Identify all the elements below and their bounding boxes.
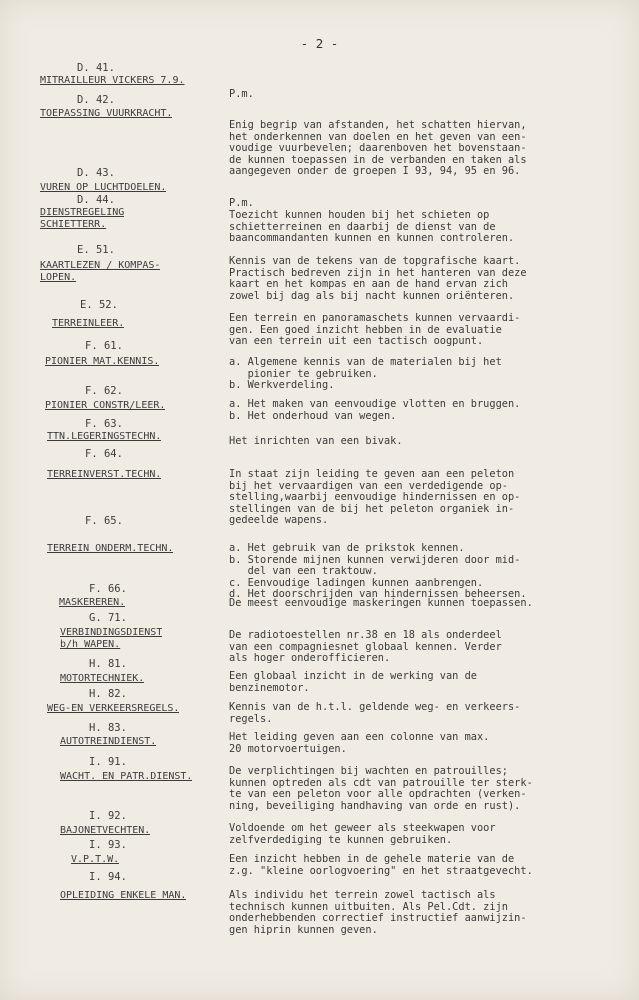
entry-code: F. 66. bbox=[89, 583, 127, 595]
entry-description bbox=[229, 543, 609, 601]
entry-title bbox=[40, 182, 166, 194]
entry-title-line: KAARTLEZEN / KOMPAS- bbox=[40, 260, 161, 271]
entry-code: E. 52. bbox=[80, 299, 118, 311]
entry-description-line: De verplichtingen bij wachten en patrouilles; bbox=[229, 766, 508, 777]
entry-title bbox=[47, 469, 161, 481]
entry-title-line: MITRAILLEUR VICKERS 7.9. bbox=[40, 75, 185, 86]
entry-title bbox=[52, 318, 124, 330]
entry-description-line: a. Het maken van eenvoudige vlotten en bruggen. bbox=[229, 399, 521, 410]
entry-title bbox=[47, 703, 179, 715]
entry-code: D. 42. bbox=[77, 94, 115, 106]
entry-description-line: c. Eenvoudige ladingen kunnen aanbrengen. bbox=[229, 577, 484, 589]
entry-description-line: Een terrein en panoramaschets kunnen vervaardi- bbox=[229, 313, 521, 324]
entry-title bbox=[60, 673, 144, 685]
entry-description bbox=[229, 732, 609, 755]
entry-code: D. 43. bbox=[77, 167, 115, 179]
entry-description-line: regels. bbox=[229, 713, 273, 725]
entry-title-line: BAJONETVECHTEN. bbox=[60, 825, 151, 836]
entry-description-line: 20 motorvoertuigen. bbox=[229, 743, 347, 755]
entry-description-line: b. Het onderhoud van wegen. bbox=[229, 410, 397, 422]
entry-code: H. 81. bbox=[89, 658, 127, 670]
entry-description-line: kaart en het kompas en aan de hand ervan zich bbox=[229, 279, 508, 291]
entry-title-line: PIONIER CONSTR/LEER. bbox=[45, 400, 166, 411]
entry-title bbox=[45, 356, 159, 368]
entry-description-line: gedeelde wapens. bbox=[229, 515, 329, 527]
entry-description-line: stellingen van de bij het peleton organiek in- bbox=[229, 503, 515, 515]
entry-title-line: TOEPASSING VUURKRACHT. bbox=[40, 108, 173, 119]
entry-description-line: gen hiprin kunnen geven. bbox=[229, 924, 378, 936]
entry-description bbox=[229, 823, 609, 846]
entry-description bbox=[229, 671, 609, 694]
entry-title bbox=[60, 890, 186, 902]
entry-description-line: als hoger onderofficieren. bbox=[229, 653, 391, 665]
entry-description-line: de kunnen toepassen in de verbanden en taken als bbox=[229, 154, 527, 166]
entry-code: I. 92. bbox=[89, 810, 127, 822]
entry-code: I. 91. bbox=[89, 756, 127, 768]
entry-description bbox=[229, 598, 609, 610]
entry-description bbox=[229, 469, 609, 527]
entry-description-line: Een globaal inzicht in de werking van de bbox=[229, 671, 477, 682]
entry-description-line: bij het vervaardigen van een verdedigende op- bbox=[229, 480, 508, 492]
entry-code: F. 64. bbox=[85, 448, 123, 460]
entry-title-line: VUREN OP LUCHTDOELEN. bbox=[40, 182, 167, 193]
entry-title-line: MASKEREREN. bbox=[59, 597, 126, 608]
entry-description bbox=[229, 766, 609, 812]
entry-title-line: TERREINLEER. bbox=[52, 318, 125, 329]
entry-description bbox=[229, 357, 609, 392]
entry-code: D. 44. bbox=[77, 194, 115, 206]
entry-title-line: WACHT. EN PATR.DIENST. bbox=[60, 771, 193, 782]
entry-code: E. 51. bbox=[77, 244, 115, 256]
entry-title-line: OPLEIDING ENKELE MAN. bbox=[60, 890, 187, 901]
entry-title bbox=[60, 771, 192, 783]
entry-description bbox=[229, 890, 609, 936]
entry-code: I. 93. bbox=[89, 839, 127, 851]
entry-description bbox=[229, 120, 609, 178]
entry-description bbox=[229, 89, 609, 101]
entry-description bbox=[229, 854, 609, 877]
entry-description-line: De meest eenvoudige maskeringen kunnen toepassen. bbox=[229, 598, 533, 609]
entry-description-line: baancommandanten kunnen en kunnen controleren. bbox=[229, 233, 515, 245]
entry-description-line: Het leiding geven aan een colonne van max. bbox=[229, 732, 490, 743]
entry-title bbox=[40, 108, 172, 120]
entry-description-line: Het inrichten van een bivak. bbox=[229, 436, 403, 447]
entry-description bbox=[229, 399, 609, 422]
entry-description-line: Kennis van de h.t.l. geldende weg- en verkeers- bbox=[229, 702, 521, 713]
entry-code: G. 71. bbox=[89, 612, 127, 624]
entry-description-line: a. Het gebruik van de prikstok kennen. bbox=[229, 543, 465, 554]
entry-description-line: technisch kunnen uitbuiten. Als Pel.Cdt. zijn bbox=[229, 901, 508, 913]
entry-title-line: AUTOTREINDIENST. bbox=[60, 736, 157, 747]
entry-description-line: Als individu het terrein zowel tactisch als bbox=[229, 890, 496, 901]
entry-description-line: stelling,waarbij eenvoudige hindernissen en op- bbox=[229, 492, 521, 504]
entry-description-line: Een inzicht hebben in de gehele materie van de bbox=[229, 854, 515, 865]
entry-title bbox=[40, 75, 185, 87]
entry-description bbox=[229, 256, 609, 302]
entry-description-line: z.g. "kleine oorlogvoering" en het straatgevecht. bbox=[229, 865, 533, 877]
entry-title bbox=[40, 260, 160, 283]
entry-code: I. 94. bbox=[89, 871, 127, 883]
entry-code: H. 83. bbox=[89, 722, 127, 734]
entry-description-line: voudige vuurbevelen; daarenboven het bovenstaan- bbox=[229, 143, 527, 155]
entry-description-line: d. Het doorschrijden van hindernissen beheersen. bbox=[229, 589, 527, 601]
entry-title-line: V.P.T.W. bbox=[71, 854, 120, 865]
entry-description-line: schietterreinen en daarbij de dienst van de bbox=[229, 221, 496, 233]
entry-description-line: zelfverdediging te kunnen gebruiken. bbox=[229, 834, 453, 846]
entry-title-line: TERREINVERST.TECHN. bbox=[47, 469, 162, 480]
entry-title-line: DIENSTREGELING bbox=[40, 207, 125, 218]
entry-description-line: ning, beveiliging handhaving van orde en rust). bbox=[229, 800, 521, 812]
entry-description-line: pionier te gebruiken. bbox=[229, 368, 378, 380]
entry-title-line: MOTORTECHNIEK. bbox=[60, 673, 145, 684]
entry-title-line: LOPEN. bbox=[40, 271, 77, 283]
entry-title-line: PIONIER MAT.KENNIS. bbox=[45, 356, 160, 367]
entry-description bbox=[229, 436, 609, 448]
entry-title-line: b/h WAPEN. bbox=[60, 638, 121, 650]
entry-description-line: P.m. bbox=[229, 198, 254, 209]
entry-title-line: WEG-EN VERKEERSREGELS. bbox=[47, 703, 180, 714]
entry-description bbox=[229, 198, 609, 210]
entry-title-line: TERREIN ONDERM.TECHN. bbox=[47, 543, 174, 554]
page-number: - 2 - bbox=[300, 36, 339, 51]
entry-description-line: Kennis van de tekens van de topgrafische kaart. bbox=[229, 256, 521, 267]
entry-description-line: Practisch bedreven zijn in het hanteren van deze bbox=[229, 267, 527, 279]
entry-description-line: benzinemotor. bbox=[229, 682, 310, 694]
entry-description-line: Voldoende om het geweer als steekwapen voor bbox=[229, 823, 496, 834]
entry-title bbox=[60, 825, 150, 837]
entry-description-line: gen. Een goed inzicht hebben in de evaluatie bbox=[229, 324, 502, 336]
entry-description bbox=[229, 313, 609, 348]
entry-code: F. 63. bbox=[85, 418, 123, 430]
entry-title bbox=[59, 597, 125, 609]
entry-description bbox=[229, 210, 609, 245]
entry-description-line: het onderkennen van doelen en het geven van een- bbox=[229, 131, 527, 143]
entry-title bbox=[40, 207, 124, 230]
entry-title bbox=[47, 431, 161, 443]
entry-description-line: del van een traktouw. bbox=[229, 566, 378, 578]
entry-code: H. 82. bbox=[89, 688, 127, 700]
entry-title bbox=[47, 543, 173, 555]
entry-code: F. 61. bbox=[85, 340, 123, 352]
entry-description-line: b. Storende mijnen kunnen verwijderen door mid- bbox=[229, 554, 521, 566]
entry-description-line: aangegeven onder de groepen I 93, 94, 95 en 96. bbox=[229, 166, 521, 178]
entry-description-line: b. Werkverdeling. bbox=[229, 380, 335, 392]
entry-description-line: Enig begrip van afstanden, het schatten hiervan, bbox=[229, 120, 527, 131]
entry-title-line: TTN.LEGERINGSTECHN. bbox=[47, 431, 162, 442]
entry-description-line: De radiotoestellen nr.38 en 18 als onderdeel bbox=[229, 630, 502, 641]
entry-title-line: SCHIETTERR. bbox=[40, 218, 107, 230]
entry-code: F. 65. bbox=[85, 515, 123, 527]
entry-code: D. 41. bbox=[77, 62, 115, 74]
entry-description-line: In staat zijn leiding te geven aan een peleton bbox=[229, 469, 515, 480]
entry-title bbox=[60, 627, 162, 650]
entry-description-line: kunnen optreden als cdt van patrouille ter sterk- bbox=[229, 777, 533, 789]
entry-description-line: zowel bij dag als bij nacht kunnen oriënteren. bbox=[229, 290, 515, 302]
entry-description-line: P.m. bbox=[229, 89, 254, 100]
entry-title bbox=[45, 400, 165, 412]
entry-description bbox=[229, 702, 609, 725]
entry-title-line: VERBINDINGSDIENST bbox=[60, 627, 163, 638]
entry-title bbox=[60, 736, 156, 748]
entry-description bbox=[229, 630, 609, 665]
entry-description-line: te van een peleton voor alle opdrachten (verken- bbox=[229, 789, 527, 801]
entry-description-line: van een compagniesnet globaal kennen. Verder bbox=[229, 641, 502, 653]
entry-code: F. 62. bbox=[85, 385, 123, 397]
entry-description-line: a. Algemene kennis van de materialen bij het bbox=[229, 357, 502, 368]
entry-description-line: onderhebbenden correctief instructief aanwijzin- bbox=[229, 913, 527, 925]
entry-description-line: Toezicht kunnen houden bij het schieten op bbox=[229, 210, 490, 221]
entry-title bbox=[71, 854, 119, 866]
entry-description-line: van een terrein uit een tactisch oogpunt. bbox=[229, 336, 484, 348]
